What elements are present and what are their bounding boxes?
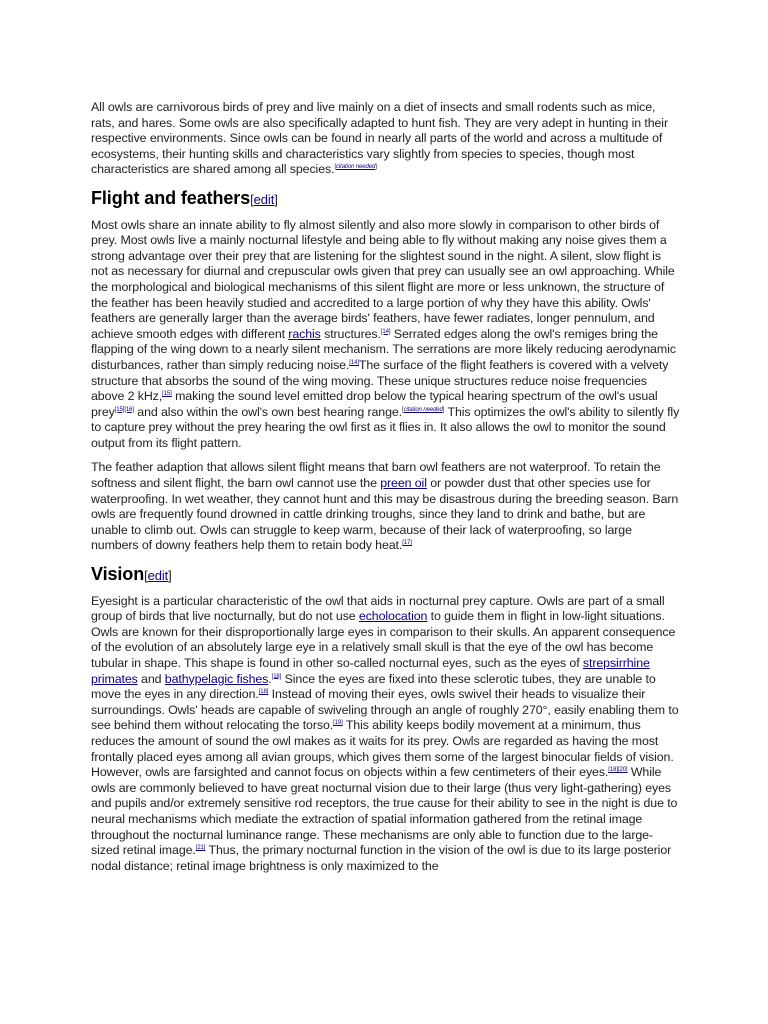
link-strepsirrhine[interactable]: strepsirrhine — [582, 656, 650, 670]
edit-link[interactable]: edit — [253, 191, 275, 207]
reference-link[interactable]: [14] — [380, 328, 391, 335]
reference-link[interactable]: [15][16] — [114, 406, 134, 413]
flight-paragraph-1: Most owls share an innate ability to fly almost silently and also more slowly in comparison to other birds of prey. Most owls live a mainly nocturnal lifestyle and being able to fly without making any noise gives them a strong advantage over their prey that are listening for the slightest sound in the night. A silent, slow flight is not as necessary for diurnal and crepuscular owls given that prey can usually see an owl approaching. While the morphological and biological mechanisms of this silent flight are more or less unknown, the structure of the feather has been heavily studied and accredited to a large portion of why they have this ability. Owls' feathers are generally larger than the average birds' feathers, have fewer radiates, longer pennulum, and achieve smooth edges with different rachis structures.[14] Serrated edges along the owl's remiges bring the flapping of the wing down to a nearly silent mechanism. The serrations are more likely reducing aerodynamic disturbances, rather than simply reducing noise.[14]The surface of the flight feathers is covered with a velvety structure that absorbs the sound of the wing moving. These unique structures reduce noise frequencies above 2 kHz,[15] making the sound level emitted drop below the typical hearing spectrum of the owl's usual prey[15][16] and also within the owl's own best hearing range.[citation needed] This optimizes the owl's ability to silently fly to capture prey without the prey hearing the owl first as it flies in. It also allows the owl to monitor the sound output from its flight pattern. — [91, 217, 680, 450]
intro-paragraph — [91, 100, 681, 178]
reference-link[interactable]: [21] — [195, 845, 206, 851]
section-heading-vision — [91, 564, 681, 585]
reference-link[interactable]: [18][20] — [608, 767, 628, 774]
citation-needed-note[interactable]: [citation needed] — [334, 164, 377, 171]
link-rachis[interactable]: rachis — [288, 326, 321, 341]
citation-needed-link[interactable]: citation needed — [403, 406, 443, 413]
link-bathypelagic-fishes[interactable]: bathypelagic fishes — [164, 671, 269, 686]
reference-link[interactable]: [19] — [333, 720, 343, 727]
intro-text: All owls are carnivorous birds of prey and live mainly on a diet of insects and small rodents such as mice, rats, and hares. Some owls are also specifically adapted to hunt fish. They are very adept in hunting in their respective environments. Since owls can be found in nearly all parts of the world and across a multitude of ecosystems, their hunting skills and characteristics vary slightly from species to species, though most characteristics are shared among all species. — [91, 100, 668, 177]
flight-paragraph-2: The feather adaption that allows silent flight means that barn owl feathers are not waterproof. To retain the softness and silent flight, the barn owl cannot use the preen oil or powder dust that other species use for waterproofing. In wet weather, they cannot hunt and this may be disastrous during the breeding season. Barn owls are frequently found drowned in cattle drinking troughs, since they land to drink and bathe, but are unable to climb out. Owls can struggle to keep warm, because of their lack of waterproofing, so large numbers of downy feathers help them to retain body heat.[17] — [91, 460, 679, 553]
edit-section-link: [edit] — [144, 568, 172, 584]
section-title: Vision — [91, 564, 145, 585]
edit-section-link: [edit] — [250, 191, 278, 207]
section-title: Flight and feathers — [91, 187, 251, 208]
citation-needed-link[interactable]: citation needed — [336, 164, 376, 171]
reference-link[interactable]: [14] — [349, 359, 359, 366]
reference-link[interactable]: [18] — [258, 689, 269, 696]
edit-link[interactable]: edit — [147, 568, 169, 584]
link-echolocation[interactable]: echolocation — [358, 609, 428, 624]
reference-link[interactable]: [18] — [271, 673, 282, 680]
reference-link[interactable]: [15] — [162, 390, 172, 397]
vision-paragraph-1: Eyesight is a particular characteristic of the owl that aids in nocturnal prey capture. Owls are part of a small group of birds that live nocturnally, but do not use echolocation to guide them in flight in low-light situations. Owls are known for their disproportionally large eyes in comparison to their skulls. An apparent consequence of the evolution of an absolutely large eye in a relatively small skull is that the eye of the owl has become tubular in shape. This shape is found in other so-called nocturnal eyes, such as the eyes of strepsirrhine primates and bathypelagic fishes.[18] Since the eyes are fixed into these sclerotic tubes, they are unable to move the eyes in any direction.[18] Instead of moving their eyes, owls swivel their heads to visualize their surroundings. Owls' heads are capable of swiveling through an angle of roughly 270°, easily enabling them to see behind them without relocating the torso.[19] This ability keeps bodily movement at a minimum, thus reduces the amount of sound the owl makes as it waits for its prey. Owls are regarded as having the most frontally placed eyes among all avian groups, which gives them some of the largest binocular fields of vision. However, owls are farsighted and cannot focus on objects within a few centimeters of their eyes.[18][20] While owls are commonly believed to have great nocturnal vision due to their large (thus very light-gathering) eyes and pupils and/or extremely sensitive rod receptors, the true cause for their ability to see in the night is due to neural mechanisms which mediate the extraction of spatial information gathered from the retinal image throughout the nocturnal luminance range. These mechanisms are only able to function due to the large-sized retinal image.[21] Thus, the primary nocturnal function in the vision of the owl is due to its large posterior nodal distance; retinal image brightness is only maximized to the — [91, 593, 679, 873]
section-heading-flight — [91, 187, 681, 209]
reference-link[interactable]: [17] — [402, 540, 412, 547]
article-body — [91, 100, 681, 883]
link-primates[interactable]: primates — [91, 671, 138, 686]
link-preen-oil[interactable]: preen oil — [380, 476, 427, 491]
